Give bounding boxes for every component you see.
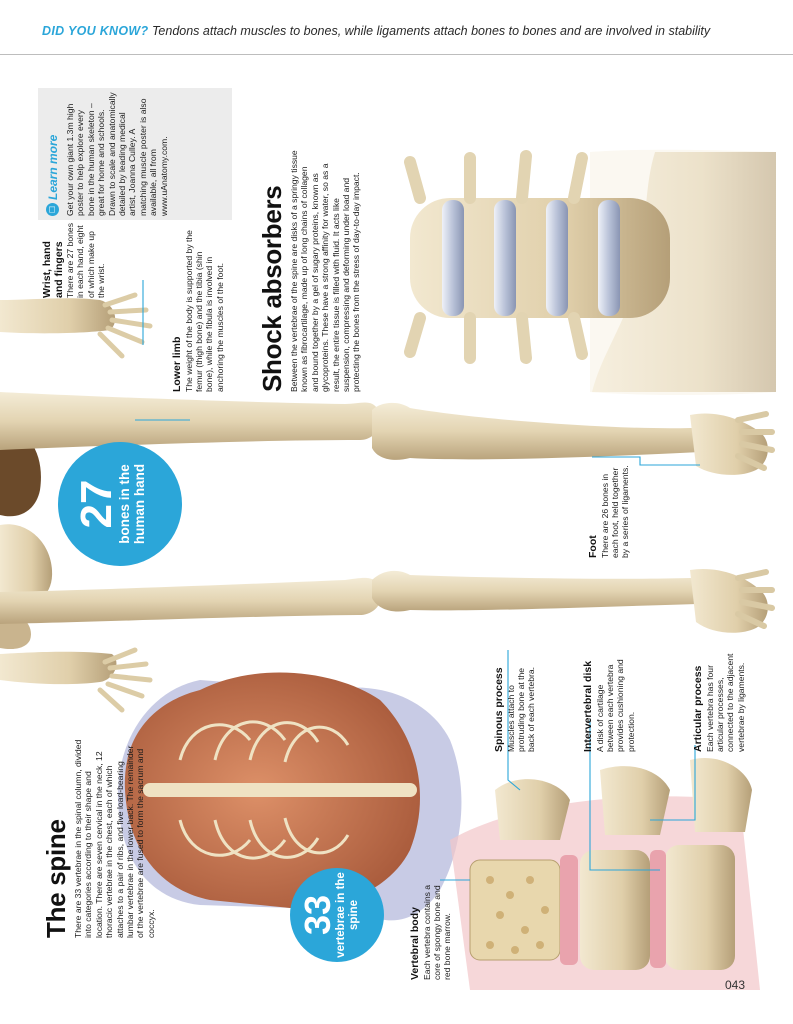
vertebra-cutaway-illustration [450, 758, 760, 990]
spine-body: There are 33 vertebrae in the spinal column, divided into categories according to their shape and location. There are seven cervical in the neck, 12 thoracic vertebrae in the chest, each of which attaches to a pair of ribs, and five load-bearing lumbar vertebrae in the lower back. The remainder of the vertebrae are fused to form the sacrum and coccyx. [73, 739, 156, 938]
shock-absorbers-section [258, 150, 362, 392]
page-number: 043 [725, 978, 746, 992]
book-icon: ☐ [46, 203, 59, 216]
stat-spine-text [297, 871, 360, 959]
did-you-know-text: Tendons attach muscles to bones, while ligaments attach bones to bones and are involved in stability [151, 24, 711, 38]
stat-spine-number: 33 [297, 894, 338, 936]
articular-heading: Articular process [692, 665, 704, 752]
wrist-callout [42, 220, 107, 298]
wrist-body: There are 27 bones in each hand, eight of which make up the wrist. [65, 222, 107, 298]
spinous-body: Muscles attach to protruding bone at the back of each vertebra. [505, 666, 537, 752]
stat-circle-spine [290, 868, 384, 962]
spine-heading: The spine [41, 819, 71, 938]
lumbar-spine-illustration [410, 150, 776, 395]
vertebral-body-heading: Vertebral body [409, 907, 421, 980]
disk-body: A disk of cartilage between each vertebra provides cushioning and protection. [594, 659, 636, 752]
foot-bones-illustration [690, 414, 772, 633]
spinous-callout [494, 654, 537, 752]
disk-heading: Intervertebral disk [582, 660, 594, 752]
learn-more-title: Learn more [46, 134, 60, 200]
stat-circle-hand [58, 442, 182, 566]
wrist-heading: Wrist, hand and fingers [41, 241, 65, 298]
learn-more-body[interactable]: Get your own giant 1.3m high poster to help explore every bone in the human skeleton – great for home and schools. Drawn to scale and anatomically detailed by leading medical artist, Joanna Culley. A matching muscle poster is also available, all from www.uAnatomy.com. [65, 92, 169, 216]
stat-spine-label: vertebrae in the spine [335, 872, 360, 958]
tibia-illustration [372, 403, 707, 612]
articular-body: Each vertebra has four articular processes, connected to the adjacent vertebrae by ligaments. [704, 653, 746, 752]
foot-body: There are 26 bones in each foot, held together by a series of ligaments. [599, 465, 631, 558]
did-you-know-label: DID YOU KNOW? [42, 24, 149, 38]
foot-callout [588, 462, 631, 558]
learn-more-header [44, 92, 62, 216]
stat-hand-text [72, 448, 147, 560]
articular-callout [693, 648, 746, 752]
learn-more-box [38, 88, 232, 220]
vertebral-body-body: Each vertebra contains a core of spongy bone and red bone marrow. [421, 884, 453, 980]
spinous-heading: Spinous process [493, 667, 505, 752]
stat-hand-number: 27 [72, 479, 121, 529]
disk-callout [583, 654, 636, 752]
shock-absorbers-heading: Shock absorbers [257, 185, 287, 392]
stat-hand-label: bones in the human hand [117, 463, 147, 545]
lower-limb-body: The weight of the body is supported by the femur (thigh bone) and the tibia (shin bone), while the fibula is involved in anchoring the muscles of the foot. [183, 230, 225, 392]
lower-limb-heading: Lower limb [171, 336, 183, 392]
foot-heading: Foot [587, 535, 599, 558]
shock-absorbers-body: Between the vertebrae of the spine are disks of a springy tissue known as fibrocartilage, made up of long chains of collagen and bound together by a gel of sugary proteins, known as glycoproteins. These have a strong affinity for water, so as a result, the entire tissue is filled with fluid. It acts like suspension, compressing and deforming under load and protecting the bones from the stress of day-to-day impact. [289, 150, 362, 392]
vertebral-body-callout [410, 884, 453, 980]
spine-section [42, 738, 156, 938]
lower-limb-callout [172, 230, 225, 392]
learn-more-content [44, 92, 169, 216]
